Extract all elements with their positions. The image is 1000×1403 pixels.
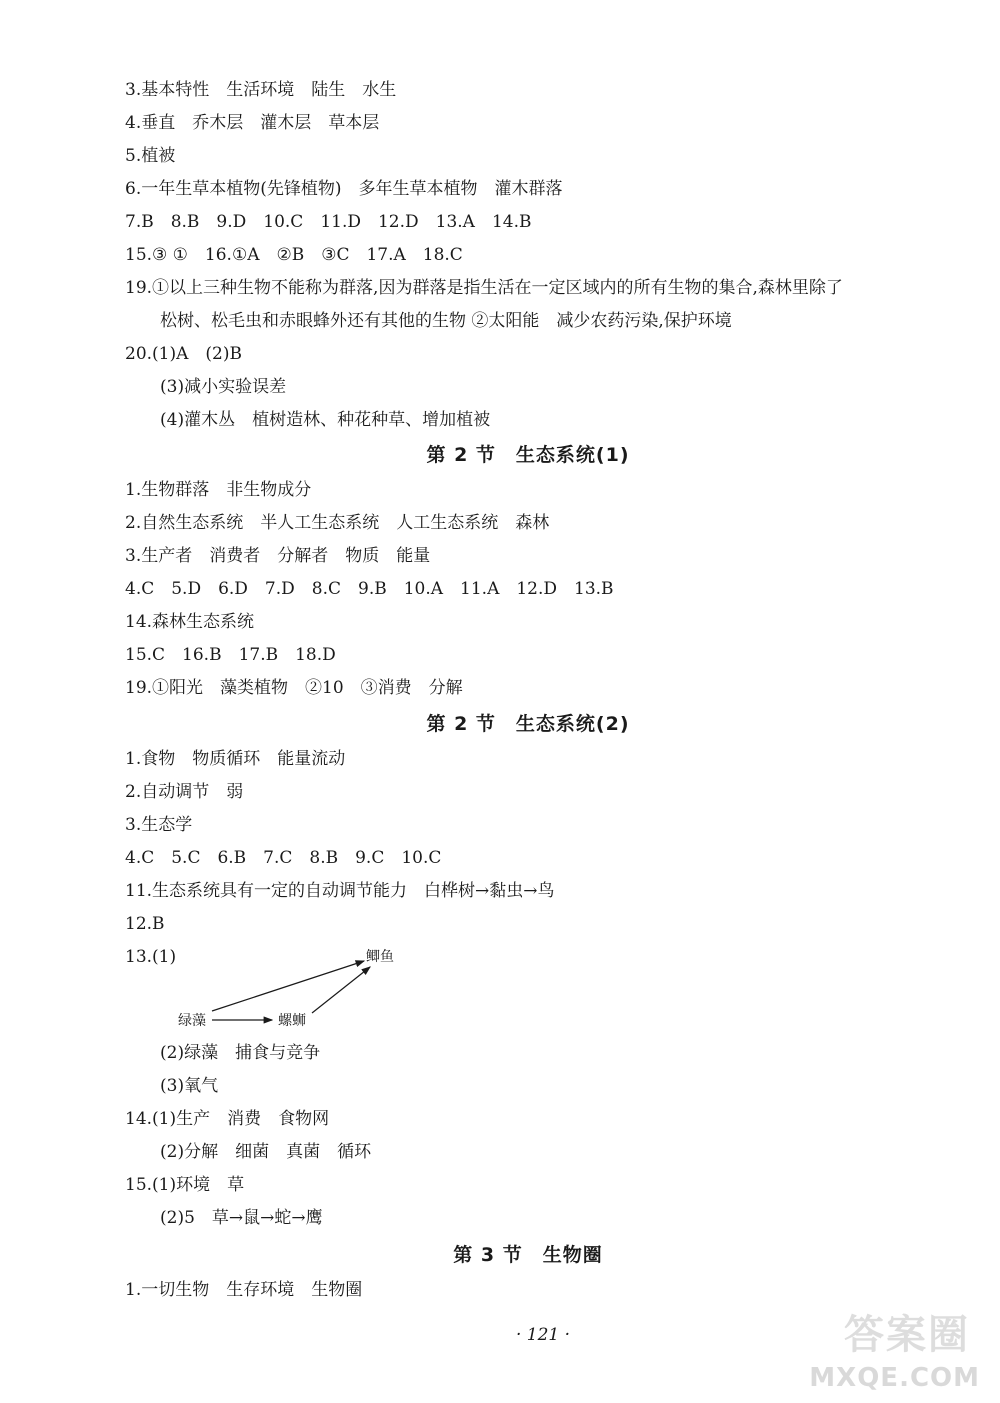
diagram-node-snail: 螺蛳 xyxy=(278,1013,306,1029)
answer-line: 19.①以上三种生物不能称为群落,因为群落是指生活在一定区域内的所有生物的集合,森林里除了 xyxy=(125,278,843,298)
section-title: 第 2 节 生态系统(1) xyxy=(426,444,630,466)
answer-line: 13.(1) xyxy=(125,947,177,967)
answer-line: 4.C 5.C 6.B 7.C 8.B 9.C 10.C xyxy=(125,848,442,868)
answer-line: (2)分解 细菌 真菌 循环 xyxy=(160,1142,372,1162)
site-watermark xyxy=(770,1303,980,1393)
answer-line: 15.③ ① 16.①A ②B ③C 17.A 18.C xyxy=(125,245,463,265)
answer-line: 2.自然生态系统 半人工生态系统 人工生态系统 森林 xyxy=(125,513,550,533)
diagram-arrow xyxy=(212,961,364,1011)
answer-line: 1.一切生物 生存环境 生物圈 xyxy=(125,1280,363,1300)
answer-line: (3)减小实验误差 xyxy=(160,377,287,397)
answer-line: 12.B xyxy=(125,914,165,934)
answer-line: 7.B 8.B 9.D 10.C 11.D 12.D 13.A 14.B xyxy=(125,212,532,232)
section-title: 第 3 节 生物圈 xyxy=(453,1244,603,1266)
answer-line: 2.自动调节 弱 xyxy=(125,782,244,802)
answer-line: 3.生产者 消费者 分解者 物质 能量 xyxy=(125,546,431,566)
watermark-logo-text: 答案圈 xyxy=(844,1312,970,1358)
answer-line: 14.森林生态系统 xyxy=(125,612,255,632)
answer-line: 松树、松毛虫和赤眼蜂外还有其他的生物 ②太阳能 减少农药污染,保护环境 xyxy=(160,311,732,331)
watermark-url: MXQE.COM xyxy=(809,1363,980,1393)
diagram-node-green-algae: 绿藻 xyxy=(178,1013,206,1029)
answer-line: 1.食物 物质循环 能量流动 xyxy=(125,749,346,769)
page-number: · 121 · xyxy=(515,1325,571,1345)
answer-line: (4)灌木丛 植树造林、种花种草、增加植被 xyxy=(160,410,491,430)
answer-line: 3.基本特性 生活环境 陆生 水生 xyxy=(125,80,397,100)
answer-line: 4.垂直 乔木层 灌木层 草本层 xyxy=(125,113,380,133)
answer-line: 20.(1)A (2)B xyxy=(125,344,242,364)
answer-line: 6.一年生草本植物(先锋植物) 多年生草本植物 灌木群落 xyxy=(125,179,563,199)
answer-line: (2)绿藻 捕食与竞争 xyxy=(160,1043,321,1063)
answer-line: (2)5 草→鼠→蛇→鹰 xyxy=(160,1208,323,1228)
answer-line: 4.C 5.D 6.D 7.D 8.C 9.B 10.A 11.A 12.D 13.B xyxy=(125,579,614,599)
answer-line: 15.(1)环境 草 xyxy=(125,1175,245,1195)
answer-line: 14.(1)生产 消费 食物网 xyxy=(125,1109,330,1129)
answer-line: 19.①阳光 藻类植物 ②10 ③消费 分解 xyxy=(125,678,463,698)
section-title: 第 2 节 生态系统(2) xyxy=(426,713,630,735)
answer-line: 1.生物群落 非生物成分 xyxy=(125,480,312,500)
answer-line: 3.生态学 xyxy=(125,815,193,835)
diagram-arrow xyxy=(312,967,370,1013)
answer-line: (3)氧气 xyxy=(160,1076,219,1096)
diagram-node-crucian-carp: 鲫鱼 xyxy=(366,949,394,965)
answer-line: 11.生态系统具有一定的自动调节能力 白桦树→黏虫→鸟 xyxy=(125,881,555,901)
answer-line: 15.C 16.B 17.B 18.D xyxy=(125,645,336,665)
food-web-diagram xyxy=(170,945,430,1035)
answer-line: 5.植被 xyxy=(125,146,176,166)
